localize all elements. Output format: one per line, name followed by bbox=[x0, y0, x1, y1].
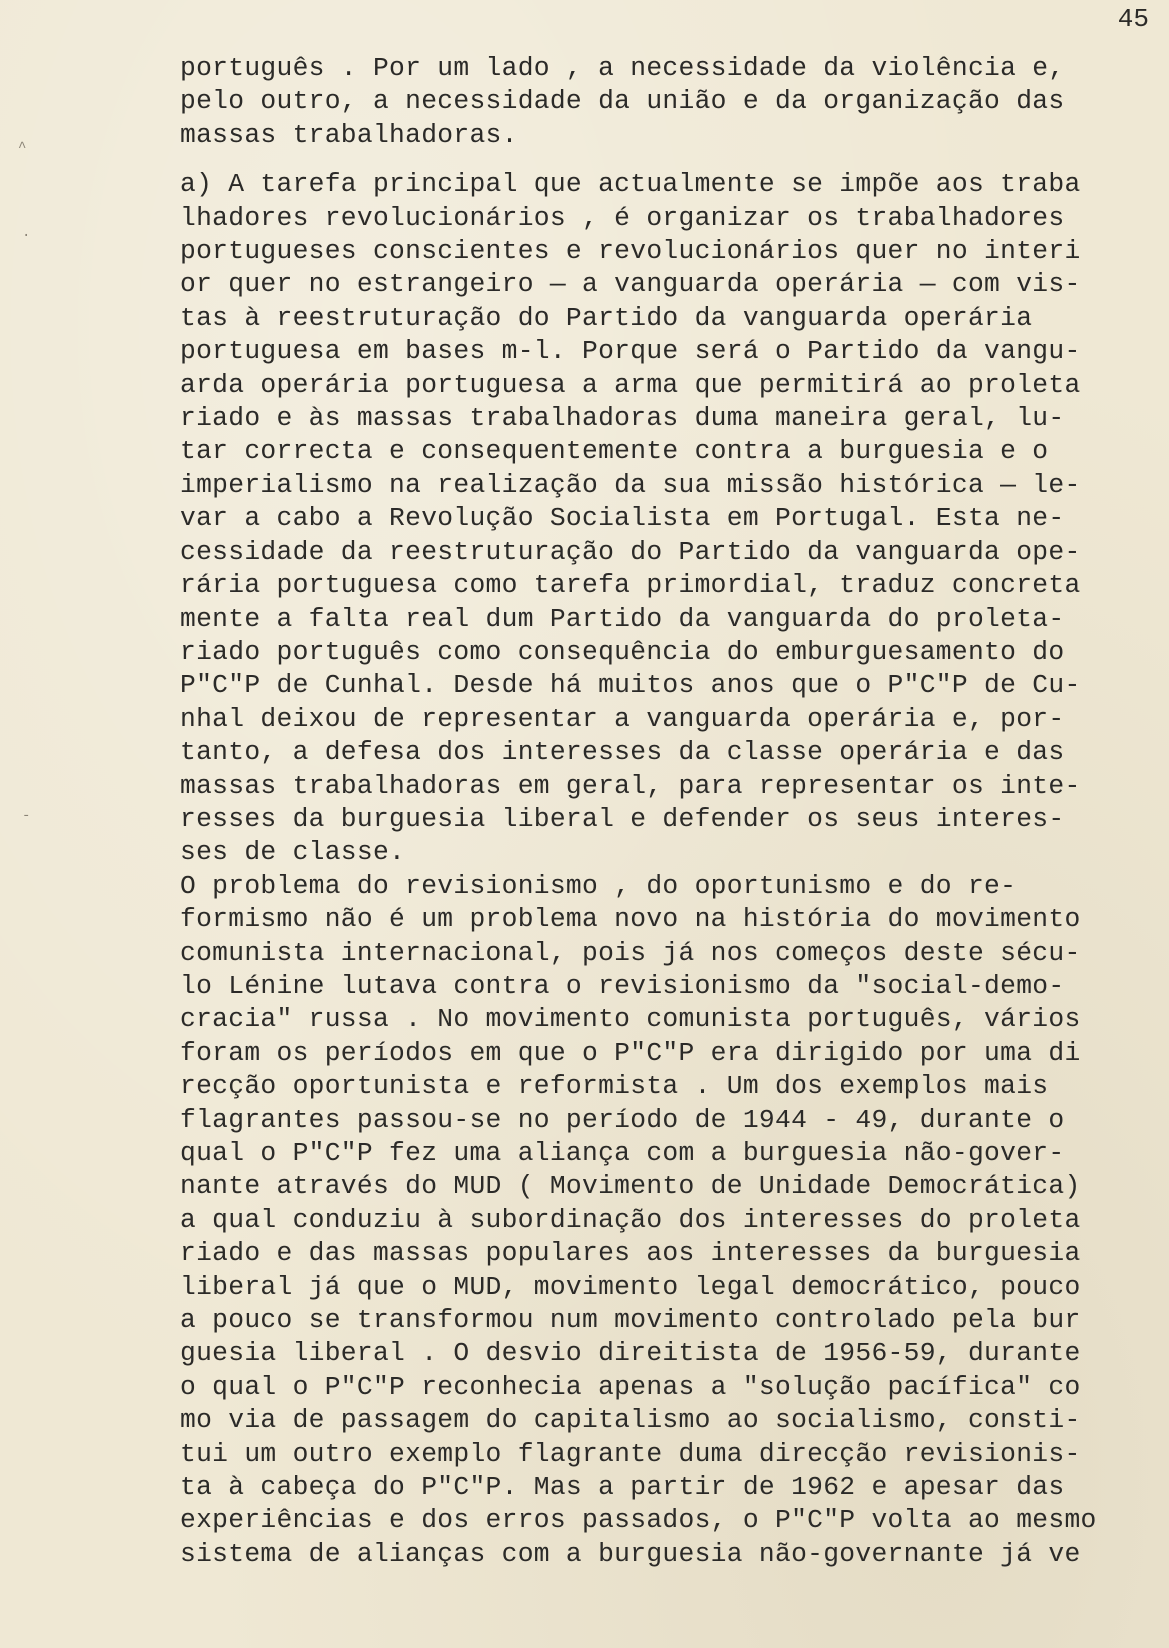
text-line: mo via de passagem do capitalismo ao socialismo, consti- bbox=[180, 1405, 1081, 1436]
text-line: massas trabalhadoras. bbox=[180, 119, 518, 150]
text-line: riado e das massas populares aos interesses da burguesia bbox=[180, 1238, 1081, 1269]
text-line: ses de classe. bbox=[180, 837, 406, 868]
text-line: resses da burguesia liberal e defender os seus interes- bbox=[180, 803, 1065, 834]
text-line: português . Por um lado , a necessidade da violência e, bbox=[180, 53, 1065, 83]
text-line: nhal deixou de representar a vanguarda operária e, por- bbox=[180, 703, 1065, 734]
text-line: a) A tarefa principal que actualmente se impõe aos traba bbox=[180, 169, 1081, 200]
text-line: lo Lénine lutava contra o revisionismo da "social-demo- bbox=[180, 970, 1065, 1001]
text-line: foram os períodos em que o P"C"P era dirigido por uma di bbox=[180, 1037, 1081, 1068]
paragraph-b bbox=[180, 870, 1155, 1572]
text-line: pelo outro, a necessidade da união e da organização das bbox=[180, 86, 1065, 117]
text-line: o qual o P"C"P reconhecia apenas a "solução pacífica" co bbox=[180, 1371, 1081, 1402]
text-line: sistema de alianças com a burguesia não-governante já ve bbox=[180, 1538, 1081, 1569]
page-number: 45 bbox=[1117, 4, 1149, 34]
text-line: arda operária portuguesa a arma que permitirá ao proleta bbox=[180, 369, 1081, 400]
text-line: nante através do MUD ( Movimento de Unidade Democrática) bbox=[180, 1171, 1081, 1202]
text-line: portugueses conscientes e revolucionários quer no interi bbox=[180, 236, 1081, 267]
paragraph-a bbox=[180, 168, 1155, 870]
text-line: rária portuguesa como tarefa primordial, traduz concreta bbox=[180, 570, 1081, 601]
text-line: tui um outro exemplo flagrante duma direcção revisionis- bbox=[180, 1438, 1081, 1469]
text-line: comunista internacional, pois já nos começos deste sécu- bbox=[180, 937, 1081, 968]
text-line: tanto, a defesa dos interesses da classe operária e das bbox=[180, 737, 1065, 768]
text-line: var a cabo a Revolução Socialista em Portugal. Esta ne- bbox=[180, 503, 1065, 534]
text-line: or quer no estrangeiro — a vanguarda operária — com vis- bbox=[180, 269, 1081, 300]
text-line: guesia liberal . O desvio direitista de 1956-59, durante bbox=[180, 1338, 1081, 1369]
text-line: recção oportunista e reformista . Um dos exemplos mais bbox=[180, 1071, 1049, 1102]
margin-speck: - bbox=[22, 808, 31, 824]
margin-speck: · bbox=[22, 228, 31, 244]
text-line: massas trabalhadoras em geral, para representar os inte- bbox=[180, 770, 1081, 801]
text-line: lhadores revolucionários , é organizar os trabalhadores bbox=[180, 202, 1065, 233]
text-line: tas à reestruturação do Partido da vanguarda operária bbox=[180, 302, 1033, 333]
text-line: liberal já que o MUD, movimento legal democrático, pouco bbox=[180, 1271, 1081, 1302]
margin-speck: ^ bbox=[18, 140, 27, 156]
text-line: mente a falta real dum Partido da vanguarda do proleta- bbox=[180, 603, 1065, 634]
text-line: riado e às massas trabalhadoras duma maneira geral, lu- bbox=[180, 403, 1065, 434]
text-line: qual o P"C"P fez uma aliança com a burguesia não-gover- bbox=[180, 1138, 1065, 1168]
text-line: O problema do revisionismo , do oportunismo e do re- bbox=[180, 870, 1017, 901]
paragraph-intro bbox=[180, 52, 1155, 152]
text-line: formismo não é um problema novo na história do movimento bbox=[180, 904, 1081, 935]
text-line: experiências e dos erros passados, o P"C"P volta ao mesmo bbox=[180, 1505, 1097, 1536]
text-line: ta à cabeça do P"C"P. Mas a partir de 1962 e apesar das bbox=[180, 1472, 1065, 1503]
paragraph-gap bbox=[180, 152, 1155, 168]
text-line: cessidade da reestruturação do Partido da vanguarda ope- bbox=[180, 536, 1081, 567]
text-line: a pouco se transformou num movimento controlado pela bur bbox=[180, 1305, 1081, 1336]
text-line: tar correcta e consequentemente contra a burguesia e o bbox=[180, 436, 1049, 467]
text-line: imperialismo na realização da sua missão histórica — le- bbox=[180, 469, 1081, 500]
text-line: flagrantes passou-se no período de 1944 - 49, durante o bbox=[180, 1104, 1065, 1135]
text-line: riado português como consequência do emburguesamento do bbox=[180, 636, 1065, 667]
text-line: cracia" russa . No movimento comunista português, vários bbox=[180, 1004, 1081, 1035]
typewritten-text bbox=[180, 52, 1155, 1571]
text-line: P"C"P de Cunhal. Desde há muitos anos que o P"C"P de Cu- bbox=[180, 670, 1081, 701]
text-line: a qual conduziu à subordinação dos interesses do proleta bbox=[180, 1204, 1081, 1235]
text-line: portuguesa em bases m-l. Porque será o Partido da vangu- bbox=[180, 336, 1081, 367]
